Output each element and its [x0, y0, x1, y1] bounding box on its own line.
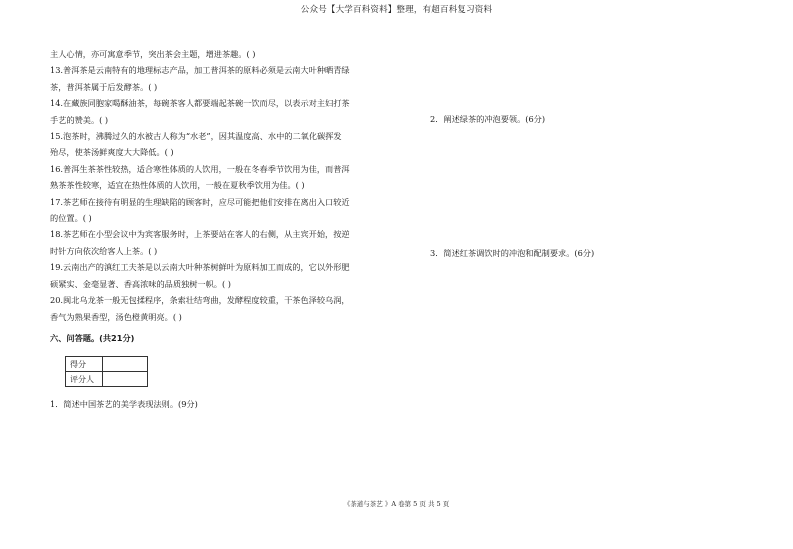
- page-header: 公众号【大学百科资料】整理，有超百科复习资料: [300, 5, 493, 15]
- grader-field[interactable]: [103, 372, 148, 387]
- question-line: 20.闽北乌龙茶一般无包揉程序，条索壮结弯曲，发酵程度较重，干茶色泽较乌润，: [50, 295, 350, 306]
- question-line: 茶，普洱茶属于后发酵茶。( ): [50, 81, 158, 92]
- question-line: 18.茶艺师在小型会议中为宾客服务时，上茶要站在客人的右侧，从主宾开始，按逆: [50, 229, 350, 240]
- question-line: 熟茶茶性较寒，适宜在热性体质的人饮用，一般在夏秋季饮用为佳。( ): [50, 180, 305, 191]
- page-footer: 《茶道与茶艺 》A 卷第 5 页 共 5 页: [343, 500, 450, 508]
- grader-label: 评分人: [66, 372, 103, 387]
- question-line: 手艺的赞美。( ): [50, 114, 109, 125]
- question-line: 主人心情，亦可寓意季节，突出茶会主题，增进茶趣。( ): [50, 49, 256, 59]
- question-line: 的位置。( ): [50, 213, 92, 224]
- section-title: 六、问答题。(共21分): [50, 333, 135, 343]
- question-line: 15.泡茶时，沸腾过久的水被古人称为“水老”，因其温度高、水中的二氧化碳挥发: [50, 131, 342, 142]
- question-line: 殆尽，使茶汤鲜爽度大大降低。( ): [50, 147, 174, 158]
- question-line: 13.普洱茶是云南特有的地理标志产品，加工普洱茶的原料必须是云南大叶种晒青绿: [50, 65, 350, 76]
- question-3: 3．简述红茶调饮时的冲泡和配制要求。(6分): [430, 248, 595, 258]
- question-line: 香气为熟果香型，汤色橙黄明亮。( ): [50, 311, 182, 322]
- score-label: 得分: [66, 357, 103, 372]
- question-line: 14.在藏族同胞家喝酥油茶，每碗茶客人都要端起茶碗一饮而尽，以表示对主妇打茶: [50, 98, 350, 109]
- question-line: 19.云南出产的滇红工夫茶是以云南大叶种茶树鲜叶为原料加工而成的，它以外形肥: [50, 262, 350, 273]
- question-line: 16.普洱生茶茶性较热，适合寒性体质的人饮用，一般在冬春季节饮用为佳，而普洱: [50, 163, 350, 174]
- question-2: 2．阐述绿茶的冲泡要领。(6分): [430, 114, 546, 124]
- true-false-questions: [50, 46, 370, 325]
- score-table: [65, 356, 148, 387]
- question-line: 17.茶艺师在接待有明显的生理缺陷的顾客时，应尽可能把他们安排在离出入口较近: [50, 196, 350, 207]
- question-1: 1．简述中国茶艺的美学表现法则。(9分): [50, 399, 198, 409]
- question-line: 硕紧实、金毫显著、香高浓味的品质独树一帜。( ): [50, 278, 231, 289]
- score-field[interactable]: [103, 357, 148, 372]
- question-line: 时针方向依次给客人上茶。( ): [50, 245, 158, 256]
